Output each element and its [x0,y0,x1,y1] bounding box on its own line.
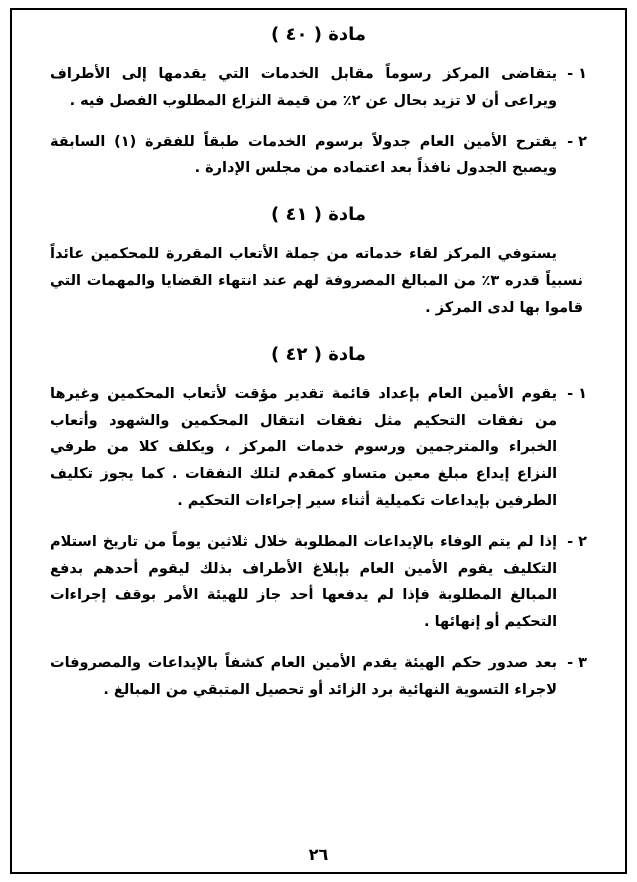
page-number: ٢٦ [308,845,329,864]
clause-item [50,650,587,704]
clause-text: بعد صدور حكم الهيئة يقدم الأمين العام كشفاً بالإيداعات والمصروفات لاجراء التسوية النهائية برد الزائد أو تحصيل المتبقي من المبالغ . [50,655,558,698]
clause-number: ١ - [567,66,587,82]
clause-item [50,381,587,515]
article-42-title: مادة ( ٤٢ ) [270,343,366,365]
clause-item [50,529,587,636]
page-content [50,24,587,718]
clause-number: ٢ - [567,133,587,150]
clause-text: يقوم الأمين العام بإعداد قائمة تقدير مؤقت لأتعاب المحكمين وغيرها من نفقات التحكيم مثل نفقات انتقال المحكمين والشهود وأتعاب الخبراء والمترجمين ورسوم خدمات المركز ، ويكلف كلا من طرفي النزاع إيداع مبلغ معين متساو كمقدم لتلك النفقات . كما يجوز تكليف الطرفين بإيداعات تكميلية أثناء سير إجراءات التحكيم . [50,385,558,509]
clause-number: ١ - [567,385,587,402]
clause-item [50,129,587,183]
clause-item [50,61,587,115]
clause-number: ٣ - [567,655,587,671]
clause-text: يتقاضى المركز رسوماً مقابل الخدمات التي يقدمها إلى الأطراف ويراعى أن لا تزيد بحال عن ٢٪ من قيمة النزاع المطلوب الفصل فيه . [50,66,558,109]
article-paragraph: يستوفي المركز لقاء خدماته من جملة الأتعاب المقررة للمحكمين عائداً نسبياً قدره ٣٪ من المبالغ المصروفة لهم عند انتهاء القضايا والمهمات التي قاموا بها لدى المركز . [50,246,584,316]
clause-text: إذا لم يتم الوفاء بالإيداعات المطلوبة خلال ثلاثين يوماً من تاريخ استلام التكليف يقوم الأمين العام بإبلاغ الأطراف بذلك ليقوم أحدهم بدفع المبالغ المطلوبة فإذا لم يدفعها أحد جاز للهيئة الأمر بوقف إجراءات التحكيم أو إنهائها . [50,533,558,631]
article-41-title: مادة ( ٤١ ) [270,204,366,226]
clause-number: ٢ - [567,533,587,550]
article-40-title: مادة ( ٤٠ ) [270,24,366,45]
clause-text: يقترح الأمين العام جدولاً برسوم الخدمات طبقاً للفقرة (١) السابقة ويصبح الجدول نافذاً بعد اعتماده من مجلس الإدارة . [50,133,558,177]
